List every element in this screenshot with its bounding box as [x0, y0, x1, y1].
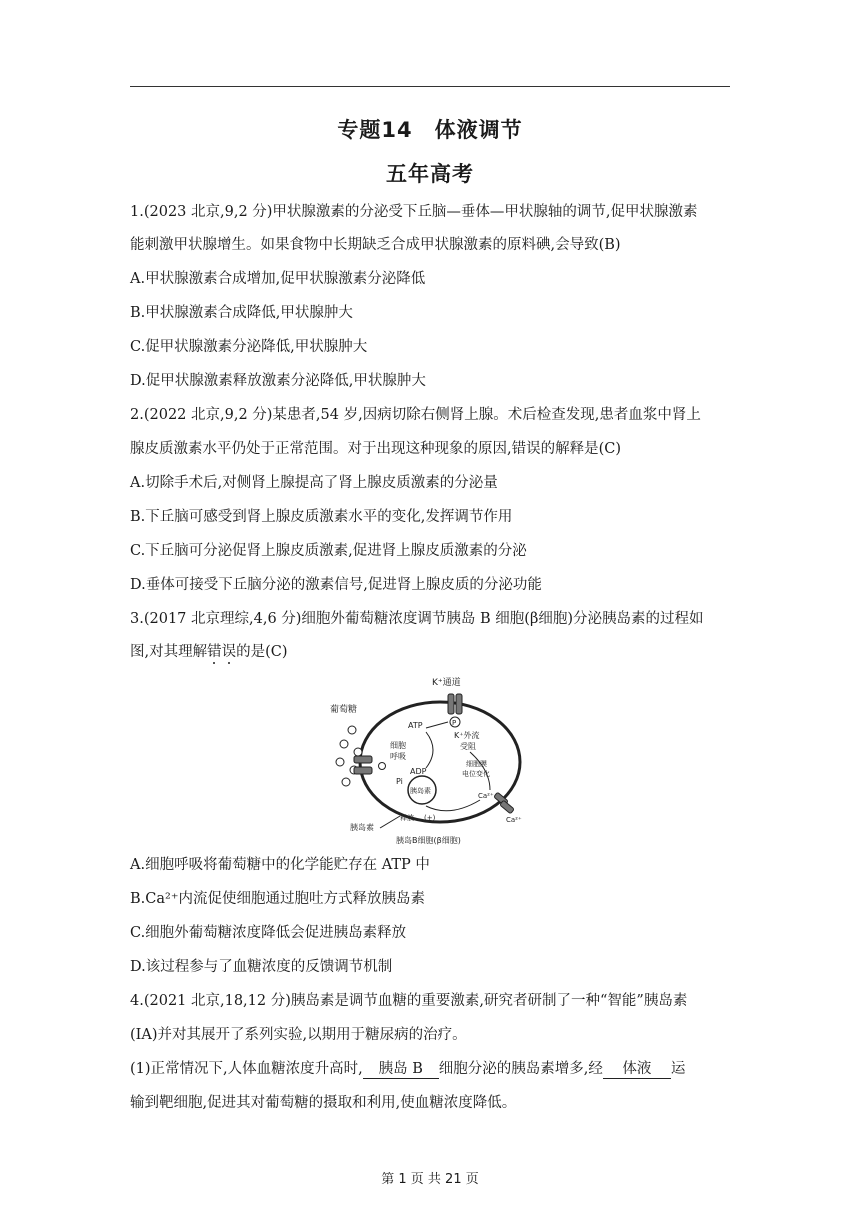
answer-blank-2: 体液	[603, 1060, 671, 1079]
page-footer: 第 1 页 共 21 页	[381, 1172, 479, 1187]
q2-option-c: C.下丘脑可分泌促肾上腺皮质激素,促进肾上腺皮质激素的分泌	[130, 543, 527, 559]
insulin-vesicle-label: 胰岛素	[410, 787, 431, 795]
q4-part1-line2: 输到靶细胞,促进其对葡萄糖的摄取和利用,使血糖浓度降低。	[130, 1095, 517, 1111]
k-channel-right	[456, 694, 462, 714]
cell-membrane	[360, 702, 520, 822]
ca-inside-label: Ca²⁺	[478, 792, 494, 800]
glucose-molecule	[336, 758, 344, 766]
q1-option-c: C.促甲状腺激素分泌降低,甲状腺肿大	[130, 339, 368, 355]
atp-cycle-arrow	[426, 732, 433, 768]
respiration-label-1: 细胞	[390, 741, 406, 750]
k-efflux-label-1: K⁺外流	[454, 731, 480, 740]
q4-part1-line1: (1)正常情况下,人体血糖浓度升高时, 胰岛 B 细胞分泌的胰岛素增多,经 体液 运	[130, 1061, 686, 1077]
respiration-label-2: 呼吸	[390, 752, 406, 761]
q3-option-b: B.Ca²⁺内流促使细胞通过胞吐方式释放胰岛素	[130, 891, 425, 907]
k-efflux-label-2: 受阻	[460, 742, 476, 751]
emphasis-char: 错	[207, 644, 222, 660]
membrane-label-1: 细胞膜	[466, 760, 487, 768]
ca-promote-arrow	[426, 800, 480, 811]
release-label: 释放	[400, 814, 414, 822]
glucose-molecule	[348, 726, 356, 734]
k-channel-left	[448, 694, 454, 714]
glucose-molecule	[354, 748, 362, 756]
glucose-transporter-top	[354, 756, 372, 763]
q3-stem-line2: 图,对其理解错误的是(C)	[130, 644, 288, 660]
q4-stem-line2: (IA)并对其展开了系列实验,以期用于糖尿病的治疗。	[130, 1027, 467, 1043]
glucose-molecule	[379, 763, 386, 770]
cell-caption: 胰岛B细胞(β细胞)	[396, 836, 461, 845]
q4-stem-line1: 4.(2021 北京,18,12 分)胰岛素是调节血糖的重要激素,研究者研制了一种“智能”胰岛素	[130, 993, 688, 1009]
membrane-label-2: 电位变化	[462, 770, 490, 778]
pi-label: Pi	[396, 777, 403, 786]
q2-option-a: A.切除手术后,对侧肾上腺提高了肾上腺皮质激素的分泌量	[130, 475, 498, 491]
q2-stem-line2: 腺皮质激素水平仍处于正常范围。对于出现这种现象的原因,错误的解释是(C)	[130, 441, 622, 457]
header-rule	[130, 86, 730, 87]
insulin-outside-label: 胰岛素	[350, 823, 374, 832]
section-subtitle: 五年高考	[386, 162, 474, 186]
k-channel-label: K⁺通道	[432, 678, 461, 688]
ca-outside-label: Ca²⁺	[506, 816, 522, 824]
q3-option-c: C.细胞外葡萄糖浓度降低会促进胰岛素释放	[130, 925, 407, 941]
q1-option-b: B.甲状腺激素合成降低,甲状腺肿大	[130, 305, 353, 321]
q2-option-d: D.垂体可接受下丘脑分泌的激素信号,促进肾上腺皮质的分泌功能	[130, 577, 542, 593]
q1-option-a: A.甲状腺激素合成增加,促甲状腺激素分泌降低	[130, 271, 426, 287]
q1-option-d: D.促甲状腺激素释放激素分泌降低,甲状腺肿大	[130, 373, 426, 389]
q2-option-b: B.下丘脑可感受到肾上腺皮质激素水平的变化,发挥调节作用	[130, 509, 513, 525]
answer-blank-1: 胰岛 B	[363, 1060, 439, 1079]
q3-stem-line1: 3.(2017 北京理综,4,6 分)细胞外葡萄糖浓度调节胰岛 B 细胞(β细胞)分泌胰岛素的过程如	[130, 611, 704, 627]
q2-stem-line1: 2.(2022 北京,9,2 分)某患者,54 岁,因病切除右侧肾上腺。术后检查发现,患者血浆中肾上	[130, 407, 701, 423]
q1-stem-line2: 能刺激甲状腺增生。如果食物中长期缺乏合成甲状腺激素的原料碘,会导致(B)	[130, 237, 621, 253]
promote-label: (+)	[424, 814, 436, 822]
phosphate-label: P	[452, 719, 457, 727]
q3-option-d: D.该过程参与了血糖浓度的反馈调节机制	[130, 959, 393, 975]
page-title: 专题14 体液调节	[337, 118, 523, 142]
glucose-molecule	[340, 740, 348, 748]
beta-cell-diagram	[330, 670, 530, 848]
atp-to-channel-arrow	[426, 722, 448, 728]
release-arrow	[380, 816, 400, 828]
q1-stem-line1: 1.(2023 北京,9,2 分)甲状腺激素的分泌受下丘脑—垂体—甲状腺轴的调节,促甲状腺激素	[130, 204, 698, 220]
glucose-label: 葡萄糖	[330, 705, 358, 715]
atp-label: ATP	[408, 721, 423, 730]
q3-option-a: A.细胞呼吸将葡萄糖中的化学能贮存在 ATP 中	[130, 857, 430, 873]
emphasis-char: 误	[221, 644, 237, 660]
glucose-transporter-bottom	[354, 767, 372, 774]
glucose-molecule	[342, 778, 350, 786]
adp-label: ADP	[410, 767, 427, 776]
